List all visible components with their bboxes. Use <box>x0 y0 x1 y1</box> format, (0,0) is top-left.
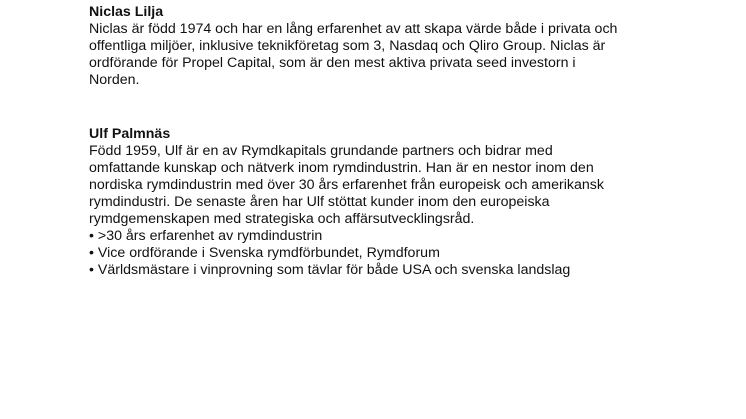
bio-text-line: offentliga miljöer, inklusive teknikföretag som 3, Nasdaq och Qliro Group. Niclas är <box>89 38 606 54</box>
bio-bullet-item: • >30 års erfarenhet av rymdindustrin <box>89 228 323 244</box>
bio-bullet-item: • Världsmästare i vinprovning som tävlar för både USA och svenska landslag <box>89 262 571 278</box>
bio-text-line: Norden. <box>89 72 140 88</box>
bio-text-line: Niclas är född 1974 och har en lång erfarenhet av att skapa värde både i privata och <box>89 21 618 37</box>
bio-ulf-palmnas <box>89 126 689 279</box>
bio-bullet-item: • Vice ordförande i Svenska rymdförbundet, Rymdforum <box>89 245 440 261</box>
bio-text-line: rymdgemenskapen med strategiska och affärsutvecklingsråd. <box>89 211 475 227</box>
bio-niclas-lilja <box>89 4 689 89</box>
bio-name: Niclas Lilja <box>89 4 164 20</box>
bio-text-line: omfattande kunskap och nätverk inom rymdindustrin. Han är en nestor inom den <box>89 160 594 176</box>
bio-text-line: ordförande för Propel Capital, som är den mest aktiva privata seed investorn i <box>89 55 576 71</box>
bio-name: Ulf Palmnäs <box>89 126 171 142</box>
bio-text-line: nordiska rymdindustrin med över 30 års erfarenhet från europeisk och amerikansk <box>89 177 604 193</box>
bio-text-line: rymdindustri. De senaste åren har Ulf stöttat kunder inom den europeiska <box>89 194 550 210</box>
bio-text-line: Född 1959, Ulf är en av Rymdkapitals grundande partners och bidrar med <box>89 143 553 159</box>
